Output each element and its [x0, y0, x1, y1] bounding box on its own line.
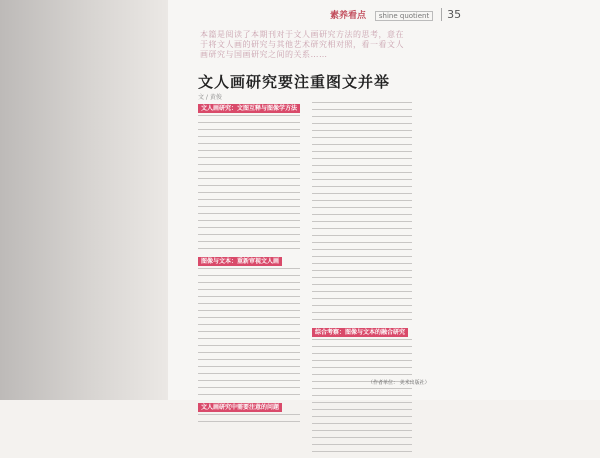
section-label: 素养看点 — [330, 11, 367, 21]
page-spine-shadow — [0, 0, 168, 400]
body-text-block — [198, 115, 300, 249]
intro-text: 本篇是阅读了本期刊对于文人画研究方法的思考，意在于将文人画的研究与其他艺术研究相对照，看一看文人画研究与国画研究之间的关系…… — [200, 30, 404, 59]
body-text-block — [198, 414, 300, 422]
right-column — [312, 102, 412, 458]
byline: 文 / 黄俊 — [198, 94, 222, 101]
subhead-1: 文人画研究：文图互释与图像学方法 — [198, 104, 300, 113]
left-column — [198, 102, 300, 428]
body-text-block — [312, 102, 412, 320]
article-title: 文人画研究要注重图文并举 — [198, 73, 391, 91]
page-number: 35 — [441, 8, 461, 21]
body-text-block — [198, 268, 300, 395]
body-text-block — [312, 339, 412, 452]
subhead-4: 文人画研究中需要注意的问题 — [198, 403, 282, 412]
subhead-3: 综合考察：图像与文本的融合研究 — [312, 328, 408, 337]
author-affiliation: （作者单位： 美术出版社） — [368, 380, 430, 386]
section-tag: shine quotient — [375, 11, 433, 21]
running-header — [330, 8, 461, 21]
subhead-2: 图像与文本：重新审视文人画 — [198, 257, 282, 266]
